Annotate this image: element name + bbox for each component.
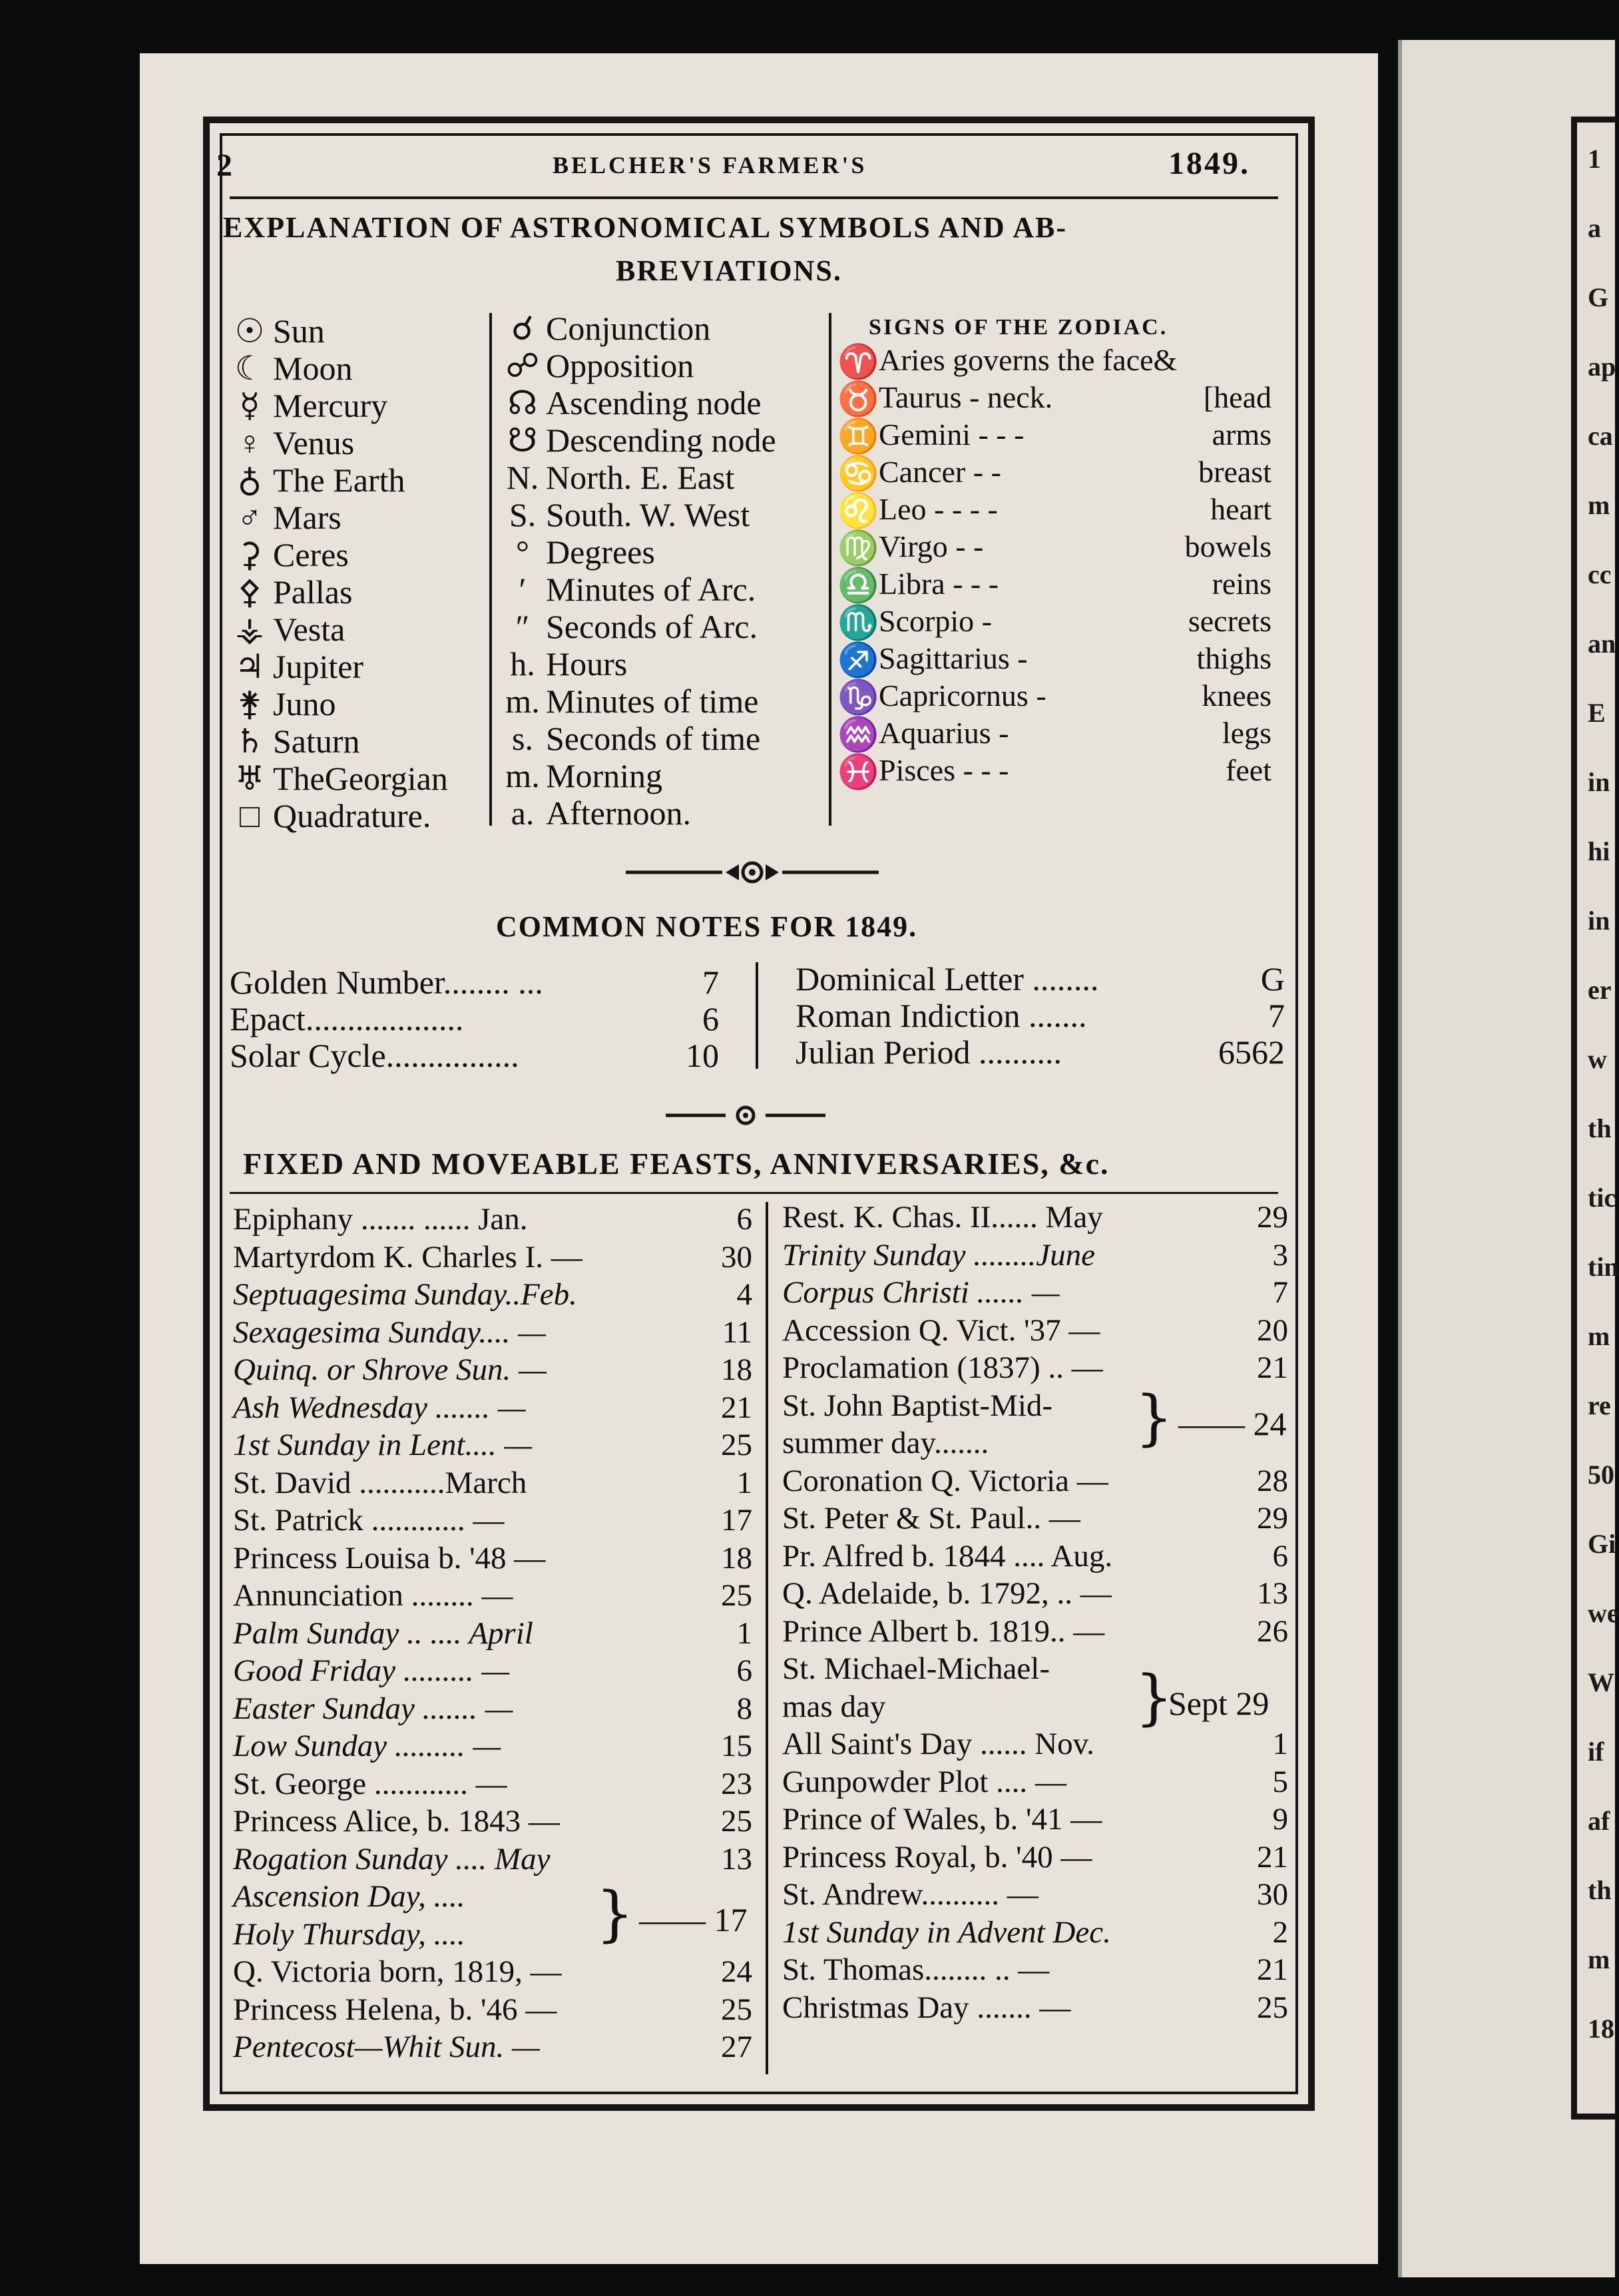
opposite-page-fragment: hi (1588, 836, 1610, 866)
feast-date: 23 (721, 1766, 752, 1801)
aspect-glyph: ☌ (511, 310, 534, 347)
feast-label: Q. Adelaide, b. 1792, .. — (782, 1576, 1112, 1611)
aspect-label: Conjunction (546, 310, 711, 347)
opposite-page-fragment: w (1588, 1044, 1607, 1074)
ornament-divider-1 (626, 859, 879, 886)
planet-glyph: ☾ (234, 350, 265, 387)
planet-glyph: ♃ (234, 648, 265, 685)
feast-label: Gunpowder Plot .... — (782, 1764, 1066, 1799)
symbols-title-line1: EXPLANATION OF ASTRONOMICAL SYMBOLS AND AB- (223, 211, 1068, 244)
zodiac-body-part: bowels (1184, 529, 1272, 563)
feast-label: Corpus Christi ...... — (782, 1275, 1060, 1310)
feast-date: 21 (721, 1390, 752, 1425)
feast-date: 26 (1257, 1613, 1288, 1649)
zodiac-glyph: ♎ (837, 567, 879, 604)
zodiac-title: SIGNS OF THE ZODIAC. (869, 315, 1168, 340)
running-title: BELCHER'S FARMER'S (553, 152, 867, 178)
planet-glyph: ♅ (234, 760, 265, 797)
feast-label: Holy Thursday, .... (233, 1916, 465, 1952)
feast-date: 9 (1272, 1802, 1288, 1837)
zodiac-body-part: thighs (1196, 641, 1272, 675)
feast-label: Princess Helena, b. '46 — (233, 1992, 557, 2027)
feast-label: 1st Sunday in Advent Dec. (782, 1914, 1111, 1950)
zodiac-label: Aries governs the face& (879, 343, 1178, 377)
zodiac-glyph: ♒ (837, 716, 879, 753)
planet-label: The Earth (273, 461, 405, 499)
aspect-label: Afternoon. (546, 794, 691, 832)
opposite-page-fragment: we (1588, 1598, 1619, 1628)
zodiac-label: Gemini - - - (879, 418, 1025, 451)
feast-date: 8 (736, 1691, 752, 1726)
feast-label: Pr. Alfred b. 1844 .... Aug. (782, 1538, 1113, 1574)
zodiac-label: Taurus - neck. (879, 380, 1053, 414)
aspect-glyph: N. (506, 459, 539, 496)
feast-date: 25 (721, 1804, 752, 1839)
feast-date: 3 (1272, 1237, 1288, 1273)
note-label: Epact................... (230, 1000, 464, 1037)
aspect-label: Seconds of Arc. (546, 608, 758, 645)
feast-date: 6 (736, 1202, 752, 1237)
ornament-divider-2 (666, 1102, 825, 1129)
feast-date: 25 (721, 1428, 752, 1462)
feast-label: Princess Alice, b. 1843 — (233, 1804, 560, 1839)
opposite-page-fragment: in (1588, 767, 1610, 797)
aspect-glyph: S. (509, 496, 537, 533)
feast-date: 11 (722, 1314, 752, 1350)
opposite-page-fragment: af (1588, 1806, 1610, 1836)
aspect-label: Minutes of time (546, 683, 759, 720)
aspect-glyph: ☋ (507, 422, 538, 459)
feast-date: 24 (721, 1954, 752, 1989)
common-notes-divider (756, 962, 758, 1069)
john-baptist-brace: } (1135, 1383, 1174, 1453)
zodiac-glyph: ♈ (837, 343, 879, 380)
planet-glyph: □ (239, 797, 260, 834)
feast-date: 1 (736, 1615, 752, 1651)
zodiac-body-part: feet (1226, 753, 1272, 787)
feast-label: St. Andrew.......... — (782, 1877, 1039, 1912)
opposite-page-fragment: 1 (1588, 144, 1601, 174)
note-value: 7 (1268, 997, 1285, 1034)
opposite-page-fragment: ca (1588, 421, 1613, 451)
zodiac-body-part: knees (1202, 679, 1272, 713)
zodiac-glyph: ♍ (837, 529, 879, 567)
planet-glyph: ⚴ (237, 573, 262, 611)
ascension-value: —— 17 (639, 1901, 748, 1938)
feast-date: 30 (721, 1239, 752, 1275)
feast-date: 28 (1257, 1463, 1288, 1498)
feast-label: St. Michael-Michael- (782, 1651, 1050, 1686)
feast-label: Rogation Sunday .... May (233, 1841, 551, 1876)
feast-label: Epiphany ....... ...... Jan. (233, 1202, 528, 1237)
zodiac-body-part: arms (1212, 418, 1272, 451)
aspect-label: Descending node (546, 422, 776, 459)
page-number: 2 (216, 148, 234, 183)
john-baptist-value: —— 24 (1178, 1405, 1287, 1442)
feast-date: 13 (1257, 1576, 1288, 1611)
zodiac-label: Aquarius - (879, 716, 1009, 750)
feast-date: 25 (721, 1992, 752, 2027)
planet-label: Juno (273, 685, 336, 722)
aspect-label: Seconds of time (546, 720, 761, 757)
feast-label: 1st Sunday in Lent.... — (233, 1428, 533, 1462)
feast-date: 5 (1272, 1764, 1288, 1799)
aspect-glyph: ° (516, 533, 529, 571)
feast-date: 29 (1257, 1501, 1288, 1536)
opposite-page-fragment: m (1588, 1321, 1610, 1351)
note-value: 6562 (1218, 1033, 1285, 1071)
feast-label: Accession Q. Vict. '37 — (782, 1312, 1100, 1348)
feast-date: 7 (1272, 1275, 1288, 1310)
feast-label: Coronation Q. Victoria — (782, 1463, 1108, 1498)
opposite-page-fragment: tic (1588, 1183, 1616, 1213)
aspect-label: Degrees (546, 533, 655, 571)
feast-label: Christmas Day ....... — (782, 1990, 1071, 2025)
aspect-glyph: h. (510, 645, 535, 683)
opposite-page-fragment: 18 (1588, 2014, 1614, 2044)
opposite-page-fragment: an (1588, 629, 1616, 659)
header-rule (230, 196, 1278, 199)
aspect-glyph: a. (511, 794, 535, 832)
feast-label: mas day (782, 1689, 886, 1724)
planet-glyph: ⚶ (235, 611, 264, 648)
zodiac-label: Pisces - - - (879, 753, 1009, 787)
feast-label: All Saint's Day ...... Nov. (782, 1727, 1094, 1761)
feasts-rule (230, 1192, 1278, 1194)
feast-label: Quinq. or Shrove Sun. — (233, 1352, 547, 1387)
opposite-page-fragment: in (1588, 906, 1610, 936)
symbols-divider-1 (489, 313, 492, 826)
year-heading: 1849. (1168, 146, 1250, 181)
zodiac-glyph: ♌ (837, 492, 879, 529)
feast-label: Q. Victoria born, 1819, — (233, 1954, 562, 1989)
feasts-title: FIXED AND MOVEABLE FEASTS, ANNIVERSARIES, &c. (243, 1147, 1110, 1181)
zodiac-glyph: ♐ (837, 641, 879, 679)
opposite-page-fragment: th (1588, 1113, 1612, 1143)
zodiac-body-part: heart (1210, 492, 1272, 526)
aspect-label: Morning (546, 757, 662, 794)
zodiac-label: Scorpio - (879, 604, 992, 638)
feast-date: 18 (721, 1540, 752, 1576)
note-label: Golden Number........ ... (230, 964, 543, 1001)
feast-label: Septuagesima Sunday..Feb. (233, 1277, 577, 1312)
aspect-glyph: ☊ (507, 384, 538, 422)
zodiac-label: Cancer - - (879, 455, 1001, 489)
opposite-page-fragment: th (1588, 1875, 1612, 1905)
feast-date: 20 (1257, 1312, 1288, 1348)
planet-glyph: ♄ (234, 722, 265, 760)
feast-label: Low Sunday ......... — (233, 1729, 501, 1763)
planet-label: Ceres (273, 536, 349, 573)
feasts-divider (766, 1202, 768, 2074)
opposite-page-fragment: tin (1588, 1252, 1619, 1282)
feast-label: St. Peter & St. Paul.. — (782, 1501, 1080, 1536)
feast-label: Pentecost—Whit Sun. — (233, 2030, 540, 2064)
opposite-page-fragment: E (1588, 698, 1606, 728)
aspect-glyph: m. (505, 757, 540, 794)
note-value: 10 (686, 1037, 719, 1074)
zodiac-body-part: secrets (1188, 604, 1272, 638)
symbols-title-line2: BREVIATIONS. (616, 254, 842, 287)
feast-label: St. Patrick ............ — (233, 1503, 505, 1538)
feast-date: 1 (1272, 1727, 1288, 1761)
note-value: G (1260, 960, 1285, 998)
common-notes-title: COMMON NOTES FOR 1849. (496, 910, 918, 943)
aspect-glyph: ′ (519, 571, 527, 608)
aspect-label: Opposition (546, 347, 694, 384)
planet-label: Venus (273, 424, 355, 461)
opposite-page-fragment: re (1588, 1390, 1611, 1420)
zodiac-label: Sagittarius - (879, 641, 1028, 675)
feast-label: Martyrdom K. Charles I. — (233, 1239, 582, 1275)
feast-label: Trinity Sunday ........June (782, 1237, 1095, 1273)
feast-label: summer day....... (782, 1426, 989, 1460)
zodiac-glyph: ♉ (837, 380, 879, 418)
zodiac-body-part: reins (1212, 567, 1272, 601)
symbols-divider-2 (829, 313, 831, 826)
opposite-page-fragment: cc (1588, 559, 1612, 589)
feast-date: 13 (721, 1841, 752, 1876)
feast-label: Princess Louisa b. '48 — (233, 1540, 546, 1576)
feast-date: 17 (721, 1503, 752, 1538)
feast-date: 27 (721, 2030, 752, 2064)
aspect-label: Minutes of Arc. (546, 571, 756, 608)
ascension-brace: } (596, 1879, 634, 1949)
zodiac-label: Capricornus - (879, 679, 1046, 713)
planet-label: Vesta (273, 611, 346, 648)
planet-label: Moon (273, 350, 353, 387)
opposite-page-fragment: 50 (1588, 1460, 1614, 1490)
planet-label: Quadrature. (273, 797, 431, 834)
feast-date: 4 (736, 1277, 752, 1312)
zodiac-label: Leo - - - - (879, 492, 998, 526)
feast-label: Palm Sunday .. .... April (233, 1615, 533, 1651)
opposite-page-fragment: m (1588, 490, 1610, 520)
feast-label: St. Thomas........ .. — (782, 1952, 1050, 1987)
aspect-label: Hours (546, 645, 628, 683)
opposite-page-fragment: Gi (1588, 1529, 1616, 1559)
feast-date: 21 (1257, 1839, 1288, 1874)
michaelmas-value: Sept 29 (1168, 1685, 1270, 1722)
aspect-glyph: ☍ (505, 347, 540, 384)
zodiac-glyph: ♏ (837, 604, 879, 641)
note-label: Solar Cycle................ (230, 1037, 519, 1074)
feast-label: Easter Sunday ....... — (233, 1691, 513, 1726)
feast-label: St. George ............ — (233, 1766, 507, 1801)
michaelmas-brace: } (1135, 1663, 1174, 1733)
feast-date: 6 (736, 1653, 752, 1688)
feast-date: 29 (1257, 1200, 1288, 1235)
planet-label: Mars (273, 499, 342, 536)
zodiac-label: Libra - - - (879, 567, 999, 601)
feast-label: Princess Royal, b. '40 — (782, 1839, 1092, 1874)
feast-label: Ascension Day, .... (233, 1879, 465, 1914)
feast-date: 30 (1257, 1877, 1288, 1912)
planet-glyph: ♁ (237, 461, 262, 499)
planet-label: Saturn (273, 722, 360, 760)
feast-label: St. John Baptist-Mid- (782, 1388, 1053, 1423)
planet-label: Mercury (273, 387, 388, 424)
note-value: 6 (702, 1000, 719, 1037)
opposite-page-fragment: W (1588, 1667, 1614, 1697)
zodiac-glyph: ♑ (837, 679, 879, 716)
aspect-glyph: ″ (515, 608, 530, 645)
feast-date: 1 (736, 1465, 752, 1500)
opposite-page-fragment: m (1588, 1944, 1610, 1974)
feast-date: 25 (1257, 1990, 1288, 2025)
aspect-glyph: s. (512, 720, 533, 757)
feast-label: Sexagesima Sunday.... — (233, 1314, 546, 1350)
planet-glyph: ♂ (237, 499, 262, 536)
opposite-page-fragment: if (1588, 1737, 1604, 1767)
feast-label: St. David ...........March (233, 1465, 527, 1500)
planet-label: Jupiter (273, 648, 364, 685)
feast-label: Good Friday ......... — (233, 1653, 510, 1688)
opposite-page-fragment: er (1588, 975, 1612, 1005)
feast-date: 21 (1257, 1952, 1288, 1987)
opposite-page-fragment: G (1588, 282, 1609, 312)
aspect-label: Ascending node (546, 384, 762, 422)
planet-label: Sun (273, 312, 325, 350)
feast-label: Ash Wednesday ....... — (233, 1390, 526, 1425)
note-label: Dominical Letter ........ (796, 960, 1099, 998)
zodiac-body-part: legs (1222, 716, 1272, 750)
zodiac-label: Virgo - - (879, 529, 984, 563)
feast-label: Rest. K. Chas. II...... May (782, 1200, 1103, 1235)
planet-glyph: ⚳ (237, 536, 262, 573)
zodiac-glyph: ♓ (837, 753, 879, 790)
planet-label: TheGeorgian (273, 760, 448, 797)
zodiac-body-part: breast (1198, 455, 1272, 489)
planet-label: Pallas (273, 573, 353, 611)
planet-glyph: ♀ (237, 424, 262, 461)
zodiac-body-part: [head (1203, 380, 1272, 414)
aspect-glyph: m. (505, 683, 540, 720)
feast-date: 21 (1257, 1350, 1288, 1385)
opposite-page-fragment: ap (1588, 352, 1616, 382)
feast-label: Prince Albert b. 1819.. — (782, 1613, 1105, 1649)
feast-label: Prince of Wales, b. '41 — (782, 1802, 1102, 1837)
zodiac-glyph: ♊ (837, 418, 879, 455)
feast-date: 15 (721, 1729, 752, 1763)
aspect-label: South. W. West (546, 496, 750, 533)
opposite-page-fragment: a (1588, 213, 1601, 243)
planet-glyph: ⚵ (237, 685, 262, 722)
feast-date: 18 (721, 1352, 752, 1387)
zodiac-glyph: ♋ (837, 455, 879, 492)
note-value: 7 (702, 964, 719, 1001)
aspect-label: North. E. East (546, 459, 735, 496)
note-label: Roman Indiction ....... (796, 997, 1087, 1034)
feast-date: 2 (1272, 1914, 1288, 1950)
note-label: Julian Period .......... (796, 1033, 1062, 1071)
feast-date: 25 (721, 1578, 752, 1613)
planet-glyph: ☉ (234, 312, 265, 350)
feast-date: 6 (1272, 1538, 1288, 1574)
planet-glyph: ☿ (239, 387, 260, 424)
feast-label: Proclamation (1837) .. — (782, 1350, 1103, 1385)
feast-label: Annunciation ........ — (233, 1578, 513, 1613)
